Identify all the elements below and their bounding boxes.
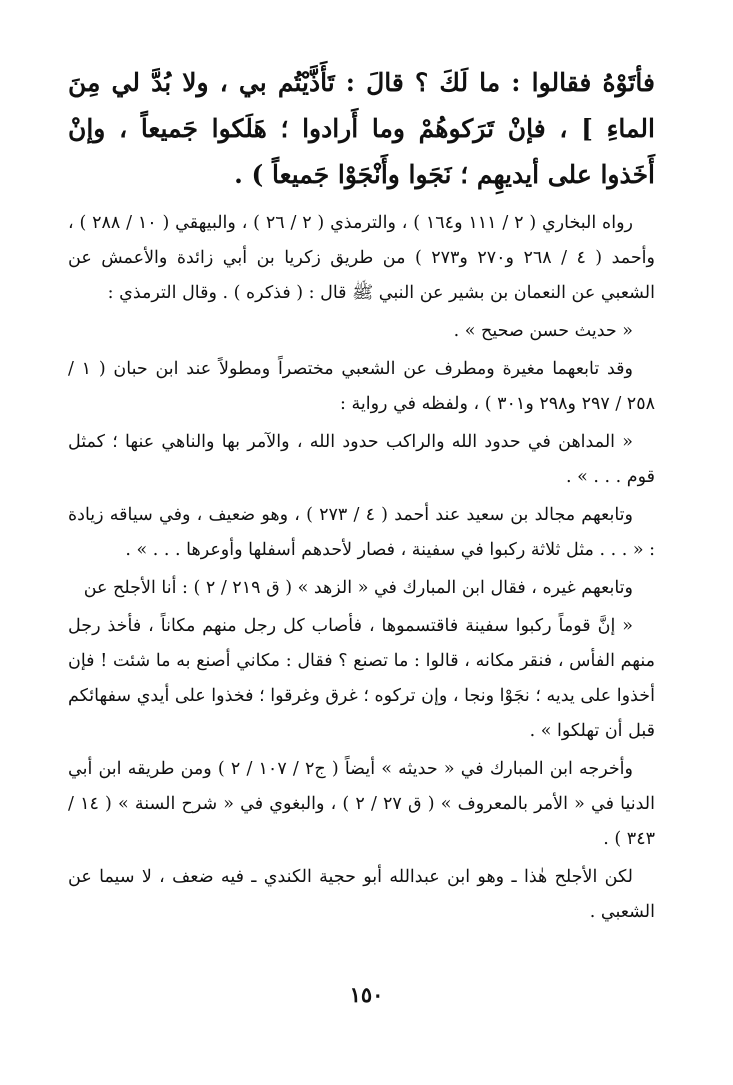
ibn-hibban-wording: « المداهن في حدود الله والراكب حدود الله ، والآمر بها والناهي عنها ؛ كمثل قوم . . . » . [68,432,655,487]
mujalid-paragraph: وتابعهم مجالد بن سعيد عند أحمد ( ٤ / ٢٧٣ ) ، وهو ضعيف ، وفي سياقه زيادة : « . . . مثل ثلاثة ركبوا في سفينة ، فصار لأحدهم أسفلها وأوعرها . . . » . [68,505,655,560]
hadith-text: فأتَوْهُ فقالوا : ما لَكَ ؟ قالَ : تَأَذَّيْتُم بي ، ولا بُدَّ لي مِنَ الماءِ ] ، فإنْ تَرَكوهُمْ وما أَرادوا ؛ هَلَكوا جَميعاً ، وإنْ أَخَذوا على أيديهِم ؛ نَجَوا وأَنْجَوْا جَميعاً ) . [68,68,655,189]
tirmidhi-verdict: « حديث حسن صحيح » . [453,321,633,341]
further-takhrij: وأخرجه ابن المبارك في « حديثه » أيضاً ( ج٢ / ١٠٧ / ٢ ) ومن طريقه ابن أبي الدنيا في « الأمر بالمعروف » ( ق ٢٧ / ٢ ) ، والبغوي في « شرح السنة » ( ١٤ / ٣٤٣ ) . [68,759,655,849]
ajlah-wording: « إنَّ قوماً ركبوا سفينة فاقتسموها ، فأصاب كل رجل منهم مكاناً ، فأخذ رجل منهم الفأس ، فنقر مكانه ، قالوا : ما تصنع ؟ فقال : مكاني أصنع به ما شئت ! فإن أخذوا على يديه ؛ نجَوْا ونجا ، وإن تركوه ؛ غرق وغرقوا ؛ فخذوا على أيدي سفهائكم قبل أن تهلكوا » . [68,616,655,741]
ibn-mubarak-paragraph: وتابعهم غيره ، فقال ابن المبارك في « الزهد » ( ق ٢١٩ / ٢ ) : أنا الأجلح عن [83,578,633,598]
takhrij-paragraph: رواه البخاري ( ٢ / ١١١ و١٦٤ ) ، والترمذي ( ٢ / ٢٦ ) ، والبيهقي ( ١٠ / ٢٨٨ ) ، وأحمد ( ٤ / ٢٦٨ و٢٧٠ و٢٧٣ ) من طريق زكريا بن أبي زائدة والأعمش عن الشعبي عن النعمان بن بشير عن النبي ﷺ قال : ( فذكره ) . وقال الترمذي : [68,213,655,303]
page-number: ١٥٠ [349,982,384,1007]
ibn-hibban-paragraph: وقد تابعهما مغيرة ومطرف عن الشعبي مختصراً ومطولاً عند ابن حبان ( ١ / ٢٥٨ / ٢٩٧ و٢٩٨ و٣٠١ ) ، ولفظه في رواية : [68,359,655,414]
page-body [68,60,655,933]
ajlah-weakness-note: لكن الأجلح هٰذا ـ وهو ابن عبدالله أبو حجية الكندي ـ فيه ضعف ، لا سيما عن الشعبي . [68,867,655,922]
